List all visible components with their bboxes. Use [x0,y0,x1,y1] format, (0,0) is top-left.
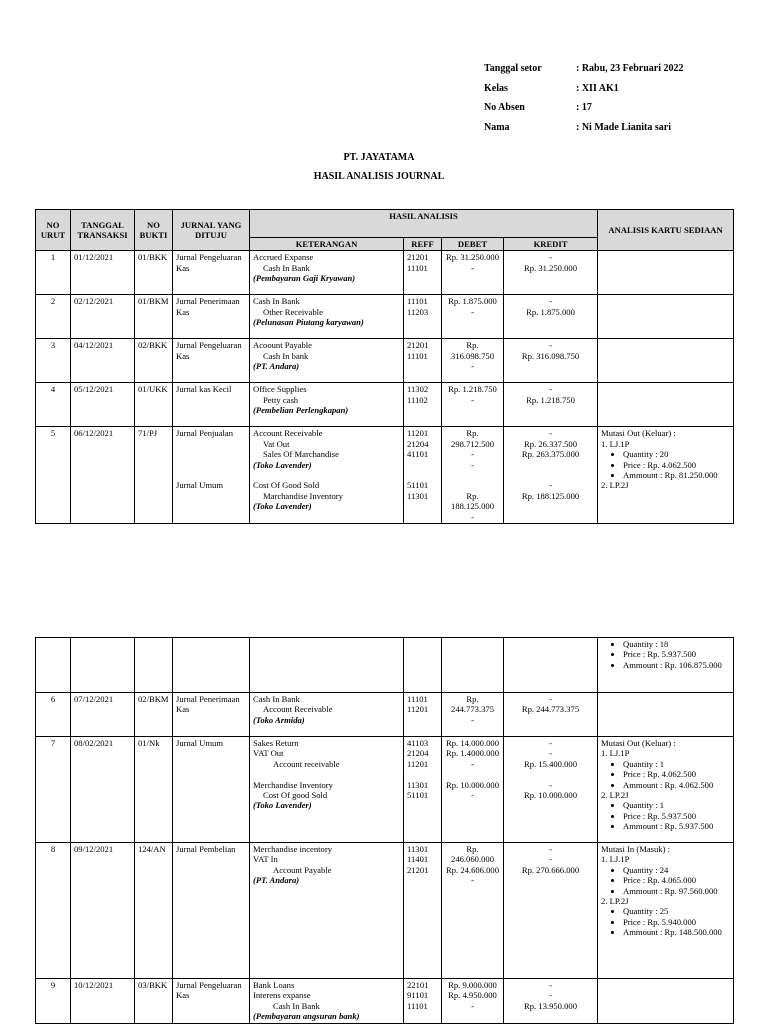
row-debet [442,427,504,524]
row-voucher: 71/PJ [135,427,173,524]
stock-detail: • Ammount : Rp. 5.937.500 [623,821,730,831]
row-journal-cell [173,737,250,843]
debet-value: Rp. 1.218.750 [448,384,497,395]
account-name: Office Supplies [253,384,307,395]
row-kredit [504,383,598,427]
row-debet [442,251,504,295]
stock-detail: • Ammount : Rp. 81.250.000 [623,470,730,480]
reff-value: 21201 [407,252,429,263]
col-debet: DEBET [442,238,504,251]
row-voucher: 124/AN [135,843,173,979]
stock-detail: • Quantity : 25 [623,906,730,916]
mutation-heading: Mutasi Out (Keluar) : [601,428,676,439]
stock-detail: • Ammount : Rp. 97.560.000 [623,886,730,896]
spacer [176,439,246,449]
stock-detail-list [601,906,730,937]
row-journal-cell [173,638,250,693]
row-reff [404,737,442,843]
debet-value: Rp. 4.950.000 [448,990,497,1001]
debet-value: Rp. 298.712.500 [451,428,494,449]
reff-value: 11301 [407,779,429,790]
debet-value: - [471,714,474,725]
info-row-nama [484,123,684,143]
row-keterangan [250,295,404,339]
stock-detail: • Quantity : 18 [623,639,730,649]
stock-card-ref: 1. LJ.1P [601,438,630,449]
row-kartu-sediaan [598,427,734,524]
row-journal-cell [173,693,250,737]
account-name: Sales Of Marchandise [263,449,339,460]
journal-row [36,638,734,693]
stock-detail-list [601,865,730,896]
row-journal: Jurnal Penerimaan Kas [176,694,240,715]
account-name: VAT Out [253,748,284,759]
row-kredit [504,843,598,979]
row-debet [442,843,504,979]
reff-value: 51101 [407,480,429,491]
journal-row [36,295,734,339]
account-name: Acoount Payable [253,340,312,351]
row-reff [404,979,442,1024]
journal-row [36,251,734,295]
row-debet [442,979,504,1024]
spacer [407,470,438,480]
stock-detail-list [601,759,730,790]
spacer [507,460,594,470]
entry-note: (Pelunasan Piutang karyawan) [253,317,364,328]
info-value: : Ni Made Lianita sari [576,121,671,133]
journal-row [36,339,734,383]
row-journal: Jurnal Pengeluaran Kas [176,252,242,273]
reff-value: 21201 [407,340,429,351]
stock-detail: • Price : Rp. 5.937.500 [623,649,730,659]
reff-value: 11102 [407,394,428,405]
stock-detail: • Quantity : 24 [623,865,730,875]
col-no-urut: NO URUT [36,210,71,251]
reff-value: 11101 [407,296,428,307]
row-journal-cell [173,295,250,339]
debet-value: - [471,790,474,801]
debet-value: - [471,875,474,886]
row-keterangan [250,638,404,693]
debet-value: Rp. 14.000.000 [446,738,499,748]
row-date: 02/12/2021 [71,295,135,339]
row-kredit [504,979,598,1024]
account-name: Cost Of good Sold [263,790,328,801]
col-hasil-analisis: HASIL ANALISIS [250,210,598,238]
row-reff [404,427,442,524]
stock-detail: • Ammount : Rp. 4.062.500 [623,780,730,790]
account-name: Merchandise Inventory [253,779,333,790]
kredit-value: - [549,694,552,704]
row-reff [404,383,442,427]
kredit-value: Rp. 316.098.750 [521,350,580,361]
account-name: Other Receivable [263,306,323,317]
reff-value: 11101 [407,1000,428,1011]
row-date: 01/12/2021 [71,251,135,295]
spacer [176,460,246,470]
mutation-heading: Mutasi Out (Keluar) : [601,738,676,748]
col-keterangan: KETERANGAN [250,238,404,251]
info-row-kelas [484,84,684,104]
row-date: 04/12/2021 [71,339,135,383]
row-journal: Jurnal Pembelian [176,844,236,854]
reff-value: 11302 [407,384,429,395]
row-journal-cell [173,383,250,427]
row-keterangan [250,427,404,524]
debet-value: Rp. 244.773.375 [451,694,494,715]
spacer [407,460,438,470]
account-name: Account Receivable [253,428,323,439]
debet-value: - [471,758,474,769]
kredit-value: Rp. 270.666.000 [521,864,580,875]
row-kartu-sediaan [598,383,734,427]
row-voucher: 01/UKK [135,383,173,427]
debet-value: Rp. 10.000.000 [446,779,499,790]
reff-value: 11101 [407,262,428,273]
kredit-value: - [549,480,552,491]
account-name: Sakes Return [253,738,299,748]
reff-value: 22101 [407,980,429,990]
debet-value: Rp. 316.098.750 [451,340,494,361]
spacer [445,470,500,480]
journal-row [36,979,734,1024]
entry-note: (Pembelian Perlengkapan) [253,405,349,416]
debet-value: - [471,361,474,372]
row-keterangan [250,737,404,843]
debet-value: - [471,1000,474,1011]
spacer [507,470,594,480]
stock-detail: • Price : Rp. 4.062.500 [623,460,730,470]
info-value: : Rabu, 23 Februari 2022 [576,63,684,74]
entry-note: (Pembayaran Gaji Kryawan) [253,273,356,284]
row-number: 2 [36,295,71,339]
info-row-tanggal [484,64,684,84]
spacer [253,470,400,480]
account-name: Petty cash [263,394,299,405]
row-voucher: 01/BKM [135,295,173,339]
row-kredit [504,427,598,524]
entry-note: (Toko Lavender) [253,501,312,512]
stock-detail-list [601,800,730,831]
row-kredit [504,693,598,737]
stock-detail: • Ammount : Rp. 148.500.000 [623,927,730,937]
stock-detail: • Quantity : 1 [623,759,730,769]
entry-note: (Toko Armida) [253,714,305,725]
journal-row [36,843,734,979]
info-row-absen [484,103,684,123]
row-number: 1 [36,251,71,295]
kredit-value: Rp. 188.125.000 [521,490,580,501]
spacer [445,769,500,779]
stock-detail: • Price : Rp. 4.065.000 [623,875,730,885]
kredit-value: Rp. 26.337.500 [524,438,578,449]
row-keterangan [250,339,404,383]
account-name: Cash In Bank [263,262,310,273]
debet-value: - [471,262,474,273]
account-name: Merchandise incentory [253,844,332,854]
row-kartu-sediaan [598,251,734,295]
document-title: HASIL ANALISIS JOURNAL [313,171,445,182]
reff-value: 11101 [407,350,428,361]
col-tanggal: TANGGAL TRANSAKSI [71,210,135,251]
reff-value: 11203 [407,306,429,317]
row-date: 09/12/2021 [71,843,135,979]
reff-value: 11201 [407,704,429,715]
entry-note: (Pembayaran angsuran bank) [253,1011,360,1022]
row-debet [442,638,504,693]
row-number: 6 [36,693,71,737]
stock-detail: • Price : Rp. 5.937.500 [623,811,730,821]
row-debet [442,737,504,843]
kredit-value: Rp. 31.250.000 [524,262,578,273]
kredit-value: - [549,252,552,263]
row-journal-cell [173,843,250,979]
debet-value: Rp. 1.4000.000 [446,748,499,759]
stock-card-ref: 2. LP.2J [601,480,629,491]
kredit-value: - [549,296,552,307]
reff-value: 21204 [407,438,429,449]
info-value: : 17 [576,102,592,113]
row-keterangan [250,979,404,1024]
row-voucher: 02/BKK [135,339,173,383]
row-number: 5 [36,427,71,524]
stock-detail-list [601,449,730,480]
debet-value: Rp. 24.606.000 [446,864,499,875]
row-keterangan [250,383,404,427]
debet-value: - [471,449,474,460]
row-number: 3 [36,339,71,383]
row-reff [404,295,442,339]
reff-value: 11301 [407,490,429,501]
row-reff [404,251,442,295]
row-kredit [504,251,598,295]
row-journal: Jurnal Umum [176,738,224,748]
row-journal: Jurnal kas Kecil [176,384,232,395]
spacer [507,769,594,779]
spacer [445,480,500,490]
row-voucher: 03/BKK [135,979,173,1024]
row-kredit [504,638,598,693]
row-reff [404,693,442,737]
row-date: 08/02/2021 [71,737,135,843]
stock-card-ref: 2. LP.2J [601,896,629,907]
row-kartu-sediaan [598,979,734,1024]
debet-value: Rp. 1.875.000 [448,296,497,307]
mutation-heading: Mutasi In (Masuk) : [601,844,670,854]
info-value: : XII AK1 [576,82,619,94]
info-label: Nama [484,121,510,133]
row-voucher [135,638,173,693]
stock-detail: • Ammount : Rp. 106.875.000 [623,660,730,670]
journal-row [36,737,734,843]
reff-value: 11201 [407,428,429,439]
account-name: Cash In Bank [253,694,300,704]
spacer [407,769,438,779]
kredit-value: Rp. 1.218.750 [526,394,575,405]
kredit-value: - [549,428,552,439]
row-journal-cell [173,251,250,295]
journal-table-page-2 [35,637,734,1024]
account-name: Cash In Bank [273,1000,320,1011]
stock-detail: • Price : Rp. 5.940.000 [623,917,730,927]
account-name: Account receivable [273,758,340,769]
row-kredit [504,339,598,383]
account-name: Account Payable [273,864,332,875]
info-label: Tanggal setor [484,63,542,74]
reff-value: 11101 [407,694,428,704]
row-number: 4 [36,383,71,427]
debet-value: Rp. 31.250.000 [446,252,499,263]
row-kredit [504,295,598,339]
reff-value: 51101 [407,790,429,801]
row-kredit [504,737,598,843]
reff-value: 21201 [407,864,429,875]
account-name: Accrued Expanse [253,252,314,263]
row-number [36,638,71,693]
row-kartu-sediaan [598,339,734,383]
kredit-value: Rp. 244.773.375 [521,704,580,715]
row-kartu-sediaan [598,638,734,693]
journal-row [36,427,734,524]
row-debet [442,295,504,339]
account-name: VAT In [253,854,278,865]
row-reff [404,638,442,693]
row-reff [404,843,442,979]
account-name: Bank Loans [253,980,295,990]
row-number: 9 [36,979,71,1024]
debet-value: Rp. 9.000.000 [448,980,497,990]
stock-card-ref: 1. LJ.1P [601,854,630,865]
row-keterangan [250,843,404,979]
row-kartu-sediaan [598,295,734,339]
debet-value: Rp. 188.125.000 [451,490,494,512]
spacer [176,470,246,480]
kredit-value: Rp. 10.000.000 [524,790,577,801]
row-date: 05/12/2021 [71,383,135,427]
row-voucher: 01/BKK [135,251,173,295]
kredit-value: - [549,384,552,395]
debet-value: - [471,394,474,405]
row-date: 07/12/2021 [71,693,135,737]
stock-card-ref: 2. LP.2J [601,790,629,801]
stock-detail: • Quantity : 20 [623,449,730,459]
stock-detail: • Quantity : 1 [623,800,730,810]
journal-table-page-1 [35,209,734,524]
account-name: Cash In bank [263,350,309,361]
row-keterangan [250,693,404,737]
debet-value: - [471,511,474,522]
kredit-value: Rp. 13.950.000 [524,1000,577,1011]
spacer [253,769,400,779]
reff-value: 11401 [407,854,429,865]
journal-row [36,693,734,737]
reff-value: 41103 [407,738,429,748]
entry-note: (PT. Andara) [253,875,300,886]
account-name: Cost Of Good Sold [253,480,320,491]
spacer [176,449,246,459]
row-reff [404,339,442,383]
stock-detail: • Price : Rp. 4.062.500 [623,769,730,779]
account-name: Interens expanse [253,990,311,1001]
debet-value: - [471,459,474,470]
row-debet [442,383,504,427]
kredit-value: - [549,748,552,759]
col-kredit: KREDIT [504,238,598,251]
account-name: Marchandise Inventory [263,490,343,501]
row-debet [442,693,504,737]
row-journal: Jurnal Pengeluaran Kas [176,340,242,361]
row-journal-cell [173,979,250,1024]
kredit-value: - [549,340,552,351]
info-label: Kelas [484,82,508,94]
entry-note: (Toko Lavender) [253,459,312,470]
reff-value: 21204 [407,748,429,759]
submission-info [484,64,684,142]
account-name: Cash In Bank [253,296,300,307]
kredit-value: - [549,980,552,990]
row-keterangan [250,251,404,295]
col-reff: REFF [404,238,442,251]
row-journal: Jurnal Penerimaan Kas [176,296,240,317]
row-journal: Jurnal Penjualan [176,428,234,439]
row-journal-cell [173,427,250,524]
kredit-value: Rp. 1.875.000 [526,306,575,317]
row-journal-cell [173,339,250,383]
row-date: 06/12/2021 [71,427,135,524]
journal-row [36,383,734,427]
info-label: No Absen [484,102,525,113]
row-number: 7 [36,737,71,843]
row-number: 8 [36,843,71,979]
row-voucher: 01/Nk [135,737,173,843]
debet-value: - [471,306,474,317]
col-jurnal: JURNAL YANG DITUJU [173,210,250,251]
row-voucher: 02/BKM [135,693,173,737]
reff-value: 41101 [407,449,429,460]
kredit-value: - [549,854,552,865]
col-kartu-sediaan: ANALISIS KARTU SEDIAAN [598,210,734,251]
col-no-bukti: NO BUKTI [135,210,173,251]
company-name: PT. JAYATAMA [343,152,415,163]
debet-value: Rp. 246.060.000 [451,844,494,865]
stock-card-ref: 1. LJ.1P [601,748,630,759]
account-name: Vat Out [263,438,290,449]
account-name: Account Receivable [263,704,333,715]
kredit-value: - [549,990,552,1001]
reff-value: 11201 [407,758,429,769]
row-journal-2: Jurnal Umum [176,480,224,491]
kredit-value: - [549,779,552,790]
row-date: 10/12/2021 [71,979,135,1024]
reff-value: 11301 [407,844,429,854]
kredit-value: Rp. 15.400.000 [524,758,577,769]
row-journal: Jurnal Pengeluaran Kas [176,980,242,1001]
kredit-value: - [549,844,552,854]
row-kartu-sediaan [598,737,734,843]
kredit-value: - [549,738,552,748]
kredit-value: Rp. 263.375.000 [521,449,580,460]
entry-note: (Toko Lavender) [253,800,312,811]
reff-value: 91101 [407,990,429,1001]
stock-detail-list [601,639,730,670]
row-date [71,638,135,693]
entry-note: (PT. Andara) [253,361,300,372]
row-kartu-sediaan [598,843,734,979]
row-debet [442,339,504,383]
row-kartu-sediaan [598,693,734,737]
